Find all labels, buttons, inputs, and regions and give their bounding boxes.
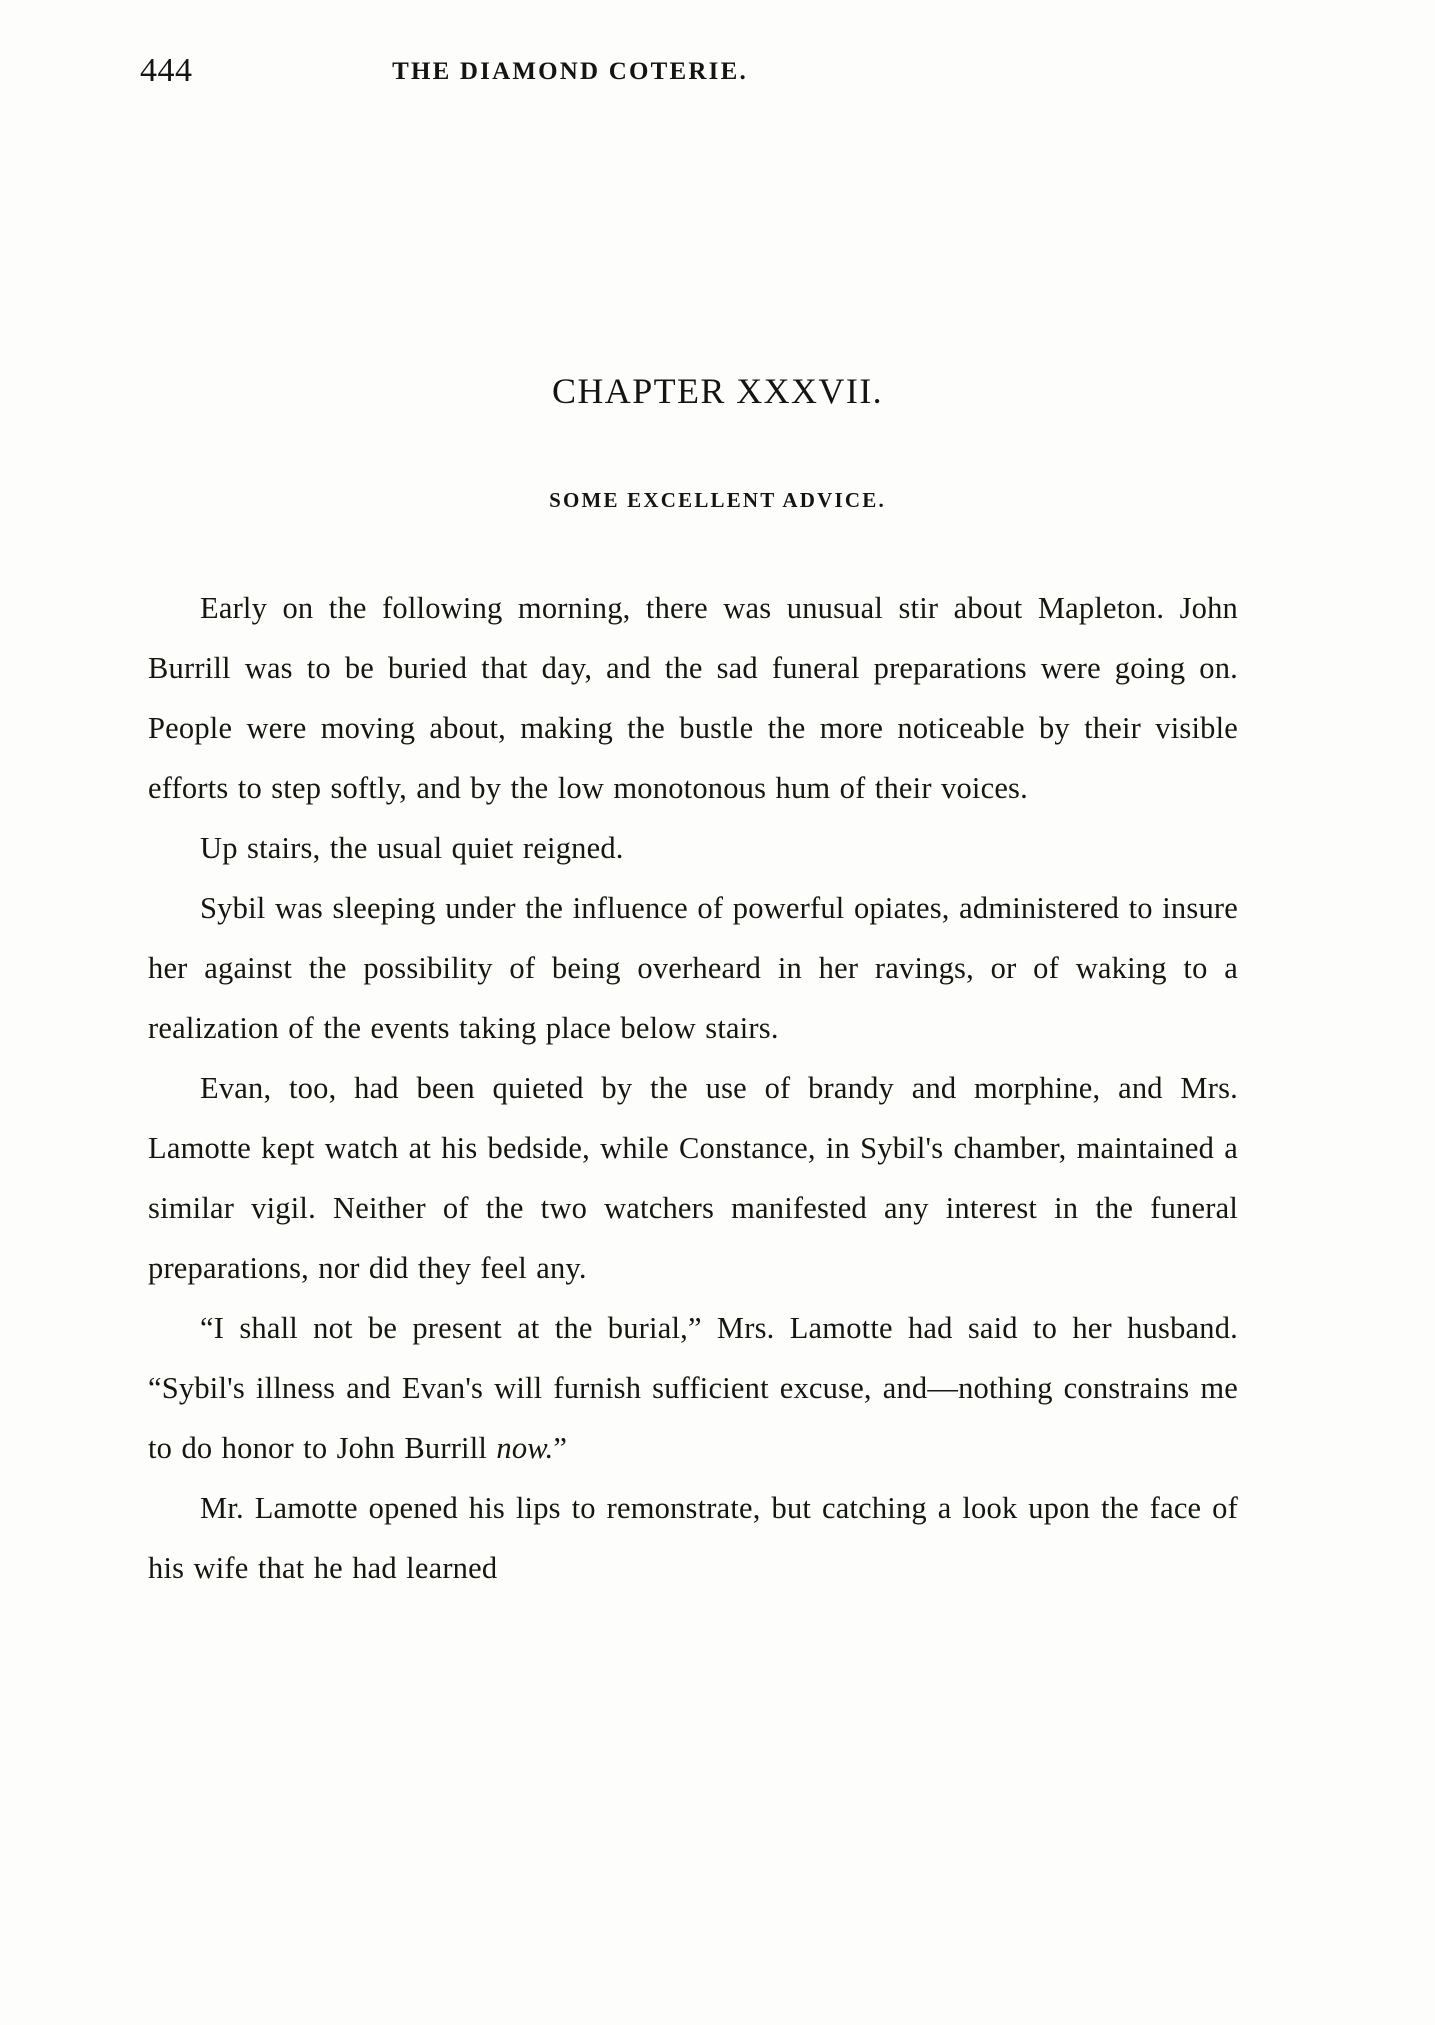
paragraph-with-italic (148, 1298, 1238, 1478)
body-text (148, 578, 1238, 1598)
paragraph: Early on the following morning, there was unusual stir about Mapleton. John Burrill was to be buried that day, and the sad funeral preparations were going on. People were moving about, making the bustle the more noticeable by their visible efforts to step softly, and by the low monotonous hum of their voices. (148, 591, 1238, 805)
paragraph: Sybil was sleeping under the influence of powerful opiates, administered to insure her against the possibility of being overheard in her ravings, or of waking to a realization of the events taking place below stairs. (148, 891, 1238, 1045)
section-subtitle: SOME EXCELLENT ADVICE. (549, 488, 886, 512)
closing-quote: ” (553, 1431, 568, 1465)
paragraph: Mr. Lamotte opened his lips to remonstrate, but catching a look upon the face of his wife that he had learned (148, 1491, 1238, 1585)
running-head: THE DIAMOND COTERIE. (392, 58, 748, 85)
chapter-title: CHAPTER XXXVII. (552, 371, 883, 411)
page-number: 444 (140, 52, 193, 89)
paragraph: Evan, too, had been quieted by the use of brandy and morphine, and Mrs. Lamotte kept watch at his bedside, while Constance, in Sybil's chamber, maintained a similar vigil. Neither of the two watchers manifested any interest in the funeral preparations, nor did they feel any. (148, 1071, 1238, 1285)
paragraph-text: “I shall not be present at the burial,” Mrs. Lamotte had said to her husband. “Sybil's illness and Evan's will furnish sufficient excuse, and—nothing constrains me to do honor to John Burrill (148, 1311, 1238, 1465)
page-header (140, 52, 1300, 100)
paragraph: Up stairs, the usual quiet reigned. (200, 831, 624, 865)
italic-word: now. (496, 1431, 554, 1465)
